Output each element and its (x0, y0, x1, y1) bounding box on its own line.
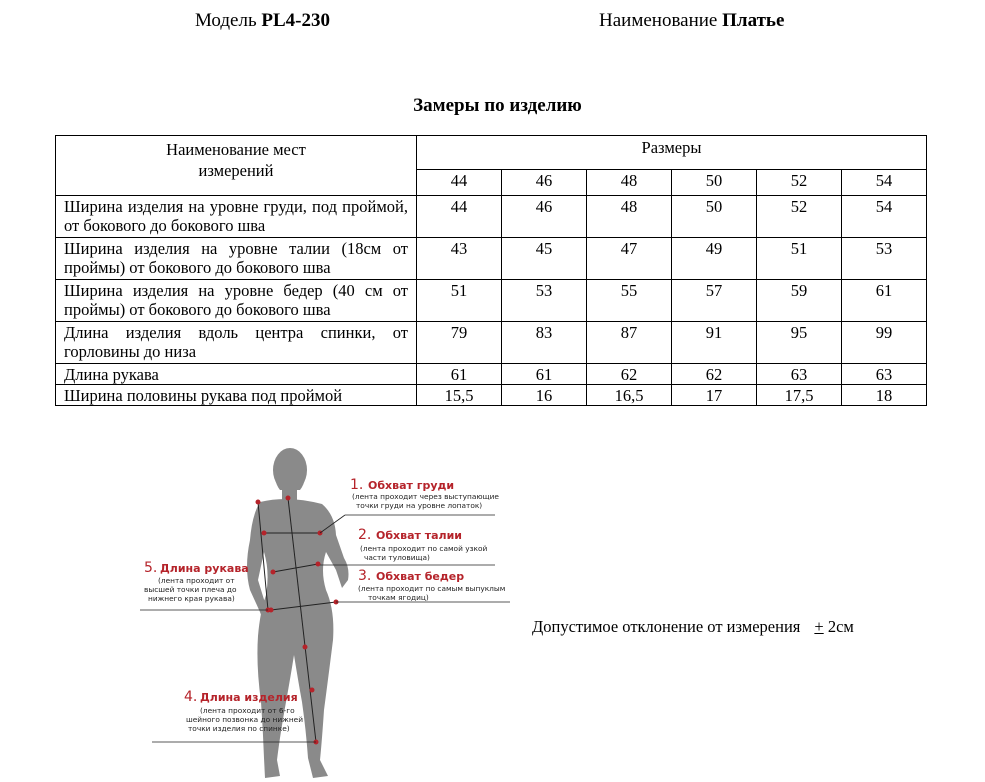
value-cell: 63 (757, 364, 842, 385)
value-cell: 79 (417, 322, 502, 364)
size-cell: 52 (757, 170, 842, 196)
annotation-sub: точки изделия по спинке) (188, 724, 290, 733)
value-cell: 16 (502, 385, 587, 406)
table-row (56, 238, 927, 280)
name-value: Платье (722, 10, 785, 31)
value-cell: 55 (587, 280, 672, 322)
annotation-sub: (лента проходит от 6-го (200, 706, 295, 715)
value-cell: 61 (842, 280, 927, 322)
annotation-number: 1. (350, 477, 364, 493)
tolerance-label: Допустимое отклонение от измерения (532, 617, 801, 636)
row-label: Ширина изделия на уровне талии (18см от проймы) от бокового до бокового шва (56, 238, 417, 280)
annotation-sub: точки груди на уровне лопаток) (356, 501, 483, 510)
value-cell: 62 (672, 364, 757, 385)
size-cell: 46 (502, 170, 587, 196)
annotation-sub: (лента проходит по самой узкой (360, 544, 488, 553)
value-cell: 45 (502, 238, 587, 280)
table-header-row (56, 136, 927, 170)
table-row (56, 196, 927, 238)
tolerance-value: 2см (827, 617, 854, 636)
annotation-title: Обхват бедер (376, 570, 465, 583)
annotation-number: 5. (144, 560, 158, 576)
value-cell: 50 (672, 196, 757, 238)
value-cell: 91 (672, 322, 757, 364)
annotation-sub: точкам ягодиц) (368, 593, 429, 602)
annotation-hips (358, 568, 505, 602)
size-cell: 54 (842, 170, 927, 196)
row-label: Ширина изделия на уровне бедер (40 см от проймы) от бокового до бокового шва (56, 280, 417, 322)
tolerance-note (532, 617, 854, 637)
name-label: Наименование (599, 10, 718, 31)
table-title: Замеры по изделию (413, 95, 582, 116)
column-header-name (56, 136, 417, 196)
annotation-sub: части туловища) (364, 553, 430, 562)
value-cell: 15,5 (417, 385, 502, 406)
value-cell: 17,5 (757, 385, 842, 406)
table-row (56, 385, 927, 406)
value-cell: 61 (417, 364, 502, 385)
annotation-sub: (лента проходит через выступающие (352, 492, 499, 501)
annotation-sub: нижнего края рукава) (148, 594, 235, 603)
value-cell: 61 (502, 364, 587, 385)
value-cell: 62 (587, 364, 672, 385)
row-label: Ширина половины рукава под проймой (56, 385, 417, 406)
row-label: Длина рукава (56, 364, 417, 385)
size-cell: 48 (587, 170, 672, 196)
annotation-title: Обхват груди (368, 479, 455, 492)
annotation-sleeve (144, 560, 249, 603)
annotation-length (184, 689, 303, 733)
measurements-table (55, 135, 927, 406)
column-header-text: Наименование мест измерений (166, 140, 306, 180)
value-cell: 53 (502, 280, 587, 322)
annotation-sub: (лента проходит от (158, 576, 235, 585)
annotation-title: Длина рукава (160, 562, 249, 575)
annotation-waist (358, 527, 488, 562)
value-cell: 53 (842, 238, 927, 280)
annotation-chest (350, 477, 499, 510)
value-cell: 49 (672, 238, 757, 280)
value-cell: 18 (842, 385, 927, 406)
annotation-title: Длина изделия (200, 691, 298, 704)
table-row (56, 364, 927, 385)
value-cell: 63 (842, 364, 927, 385)
value-cell: 59 (757, 280, 842, 322)
annotation-sub: высшей точки плеча до (144, 585, 237, 594)
annotation-sub: шейного позвонка до нижней (186, 715, 304, 724)
annotation-sub: (лента проходит по самым выпуклым (358, 584, 506, 593)
row-label: Длина изделия вдоль центра спинки, от горловины до низа (56, 322, 417, 364)
measurement-diagram (130, 440, 520, 782)
model-value: PL4-230 (261, 10, 330, 31)
value-cell: 16,5 (587, 385, 672, 406)
value-cell: 17 (672, 385, 757, 406)
value-cell: 44 (417, 196, 502, 238)
value-cell: 95 (757, 322, 842, 364)
annotation-number: 4. (184, 689, 198, 705)
plus-minus-sign: + (814, 617, 824, 636)
annotation-number: 3. (358, 568, 372, 584)
value-cell: 83 (502, 322, 587, 364)
name-header (599, 10, 784, 32)
annotation-title: Обхват талии (376, 529, 462, 542)
value-cell: 87 (587, 322, 672, 364)
model-label: Модель (195, 10, 257, 31)
value-cell: 54 (842, 196, 927, 238)
sizes-header: Размеры (417, 136, 927, 170)
value-cell: 51 (757, 238, 842, 280)
model-header (195, 10, 330, 32)
value-cell: 46 (502, 196, 587, 238)
size-cell: 44 (417, 170, 502, 196)
value-cell: 48 (587, 196, 672, 238)
value-cell: 99 (842, 322, 927, 364)
value-cell: 52 (757, 196, 842, 238)
value-cell: 43 (417, 238, 502, 280)
value-cell: 57 (672, 280, 757, 322)
size-cell: 50 (672, 170, 757, 196)
value-cell: 51 (417, 280, 502, 322)
table-row (56, 322, 927, 364)
value-cell: 47 (587, 238, 672, 280)
annotation-number: 2. (358, 527, 372, 543)
table-row (56, 280, 927, 322)
row-label: Ширина изделия на уровне груди, под проймой, от бокового до бокового шва (56, 196, 417, 238)
